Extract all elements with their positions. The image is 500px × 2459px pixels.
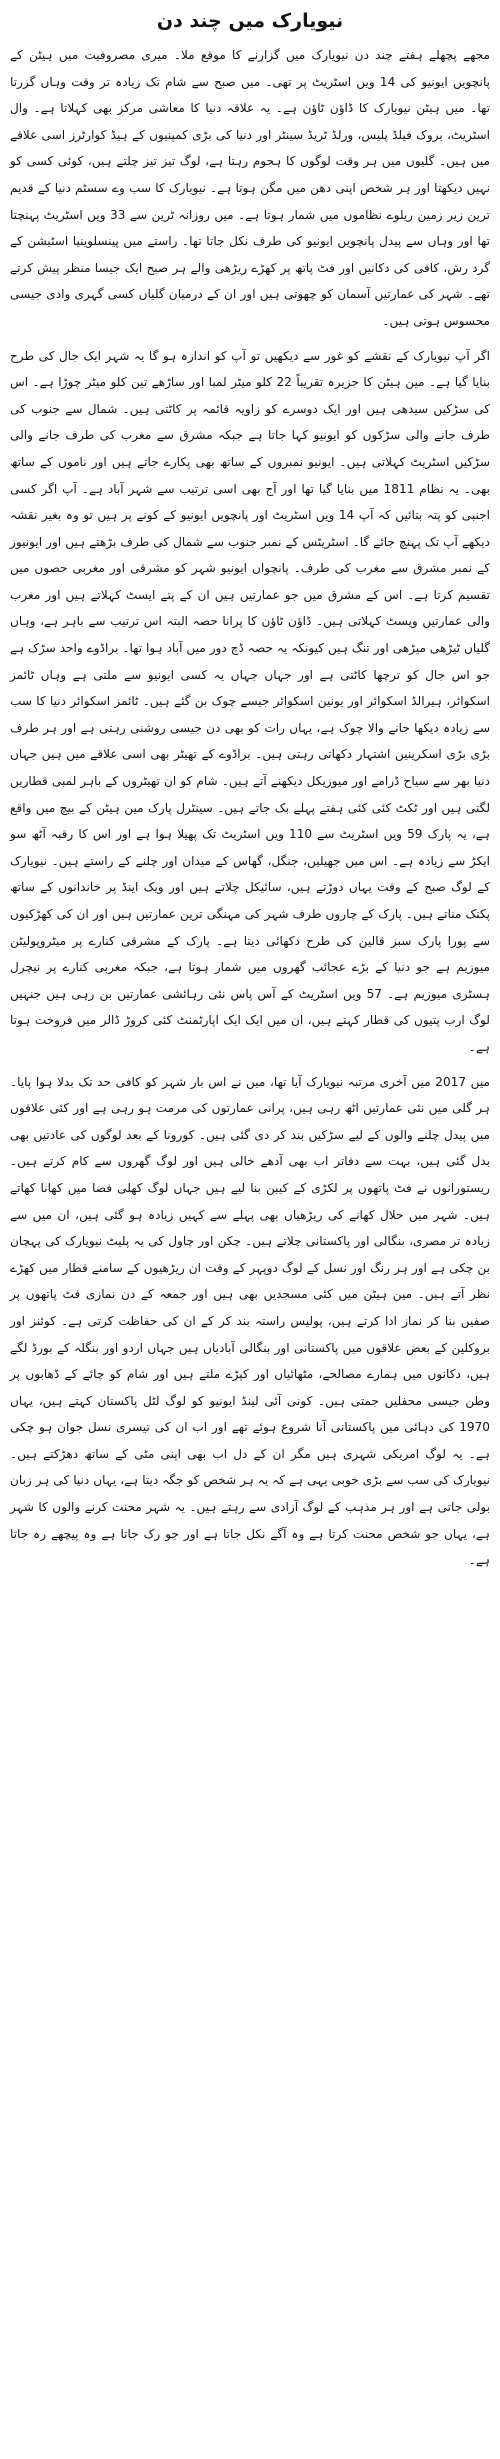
article-paragraph: میں 2017 میں آخری مرتبہ نیویارک آیا تھا، میں نے اس بار شہر کو کافی حد تک بدلا ہوا پایا۔ ہر گلی میں نئی عمارتیں اٹھ رہی ہیں، پرانی عمارتوں کی مرمت ہو رہی ہے اور کئی علاقوں میں پیدل چلنے والوں کے لیے سڑکیں بند کر دی گئی ہیں۔ کورونا کے بعد لوگوں کی عادتیں بھی بدل گئی ہیں، بہت سے دفاتر اب بھی آدھے خالی ہیں اور لوگ گھروں سے کام کرتے ہیں۔ ریستورانوں نے فٹ پاتھوں پر لکڑی کے کیبن بنا لیے ہیں جہاں لوگ کھلی فضا میں کھانا کھاتے ہیں۔ شہر میں حلال کھانے کی ریڑھیاں بھی پہلے سے کہیں زیادہ ہو گئی ہیں، ان میں سے زیادہ تر مصری، بنگالی اور پاکستانی چلاتے ہیں۔ چکن اور چاول کی یہ پلیٹ نیویارک کی پہچان بن چکی ہے اور ہر رنگ اور نسل کے لوگ دوپہر کے وقت ان ریڑھیوں کے سامنے قطار میں کھڑے نظر آتے ہیں۔ مین ہیٹن میں کئی مسجدیں بھی ہیں اور جمعہ کے دن نمازی فٹ پاتھوں پر صفیں بنا کر نماز ادا کرتے ہیں، پولیس راستہ بند کر کے ان کی حفاظت کرتی ہے۔ کوئنز اور بروکلین کے بعض علاقوں میں پاکستانی اور بنگالی آبادیاں ہیں جہاں اردو اور بنگلہ کے بورڈ لگے ہیں، دکانوں میں ہمارے مصالحے، مٹھائیاں اور کپڑے ملتے ہیں اور شام کو چائے کے ڈھابوں پر وطن جیسی محفلیں جمتی ہیں۔ کونی آئی لینڈ ایونیو کو لوگ لٹل پاکستان کہتے ہیں، یہاں 1970 کی دہائی میں پاکستانی آنا شروع ہوئے تھے اور اب ان کی تیسری نسل جوان ہو چکی ہے۔ یہ لوگ امریکی شہری ہیں مگر ان کے دل اب بھی اپنی مٹی کے ساتھ دھڑکتے ہیں۔ نیویارک کی سب سے بڑی خوبی یہی ہے کہ یہ ہر شخص کو جگہ دیتا ہے، یہاں دنیا کی ہر زبان بولی جاتی ہے اور ہر مذہب کے لوگ آزادی سے رہتے ہیں۔ یہ شہر محنت کرنے والوں کا شہر ہے، یہاں جو شخص محنت کرتا ہے وہ آگے نکل جاتا ہے اور جو رک جاتا ہے وہ پیچھے رہ جاتا ہے۔ (10, 1074, 490, 1568)
article-body (10, 42, 490, 1574)
article-headline: نیویارک میں چند دن (156, 10, 344, 32)
article-paragraph: مجھے پچھلے ہفتے چند دن نیویارک میں گزارنے کا موقع ملا۔ میری مصروفیت میں ہیٹن کے پانچویں ایونیو کی 14 ویں اسٹریٹ پر تھی۔ میں صبح سے شام تک زیادہ تر وقت وہاں گزرتا تھا۔ میں ہیٹن نیویارک کا ڈاؤن ٹاؤن ہے۔ یہ علاقہ دنیا کا معاشی مرکز بھی کہلاتا ہے۔ وال اسٹریٹ، بروک فیلڈ پلیس، ورلڈ ٹریڈ سینٹر اور دنیا کی بڑی کمپنیوں کے ہیڈ کوارٹرز اسی علاقے میں ہیں۔ گلیوں میں ہر وقت لوگوں کا ہجوم رہتا ہے، لوگ تیز تیز چلتے ہیں، کوئی کسی کو نہیں دیکھتا اور ہر شخص اپنی دھن میں مگن ہوتا ہے۔ نیویارک کا سب وے سسٹم دنیا کے قدیم ترین زیر زمین ریلوے نظاموں میں شمار ہوتا ہے۔ میں روزانہ ٹرین سے 33 ویں اسٹریٹ پہنچتا تھا اور وہاں سے پیدل پانچویں ایونیو کی طرف نکل جاتا تھا۔ راستے میں پینسلوینیا اسٹیشن کے گرد رش، کافی کی دکانیں اور فٹ پاتھ پر کھڑے ریڑھی والے ہر صبح ایک جیسا منظر پیش کرتے تھے۔ شہر کی عمارتیں آسمان کو چھوتی ہیں اور ان کے درمیان گلیاں کسی گہری وادی جیسی محسوس ہوتی ہیں۔ (10, 48, 490, 328)
article-paragraph: اگر آپ نیویارک کے نقشے کو غور سے دیکھیں تو آپ کو اندازہ ہو گا یہ شہر ایک جال کی طرح بنایا گیا ہے۔ مین ہیٹن کا جزیرہ تقریباً 22 کلو میٹر لمبا اور ساڑھے تین کلو میٹر چوڑا ہے۔ اس کی سڑکیں سیدھی ہیں اور ایک دوسرے کو زاویہ قائمہ پر کاٹتی ہیں۔ شمال سے جنوب کی طرف جانے والی سڑکوں کو ایونیو کہا جاتا ہے جبکہ مشرق سے مغرب کی طرف جانے والی سڑکیں اسٹریٹ کہلاتی ہیں۔ ایونیو نمبروں کے ساتھ بھی پکارے جاتے ہیں اور ناموں کے ساتھ بھی۔ یہ نظام 1811 میں بنایا گیا تھا اور آج بھی اسی ترتیب سے شہر آباد ہے۔ آپ اگر کسی اجنبی کو پتہ بتائیں کہ آپ 14 ویں اسٹریٹ اور پانچویں ایونیو کے کونے پر ہیں تو وہ بغیر نقشہ دیکھے آپ تک پہنچ جائے گا۔ اسٹریٹس کے نمبر جنوب سے شمال کی طرف بڑھتے ہیں اور ایونیوز کے نمبر مشرق سے مغرب کی طرف۔ پانچواں ایونیو شہر کو مشرقی اور مغربی حصوں میں تقسیم کرتا ہے۔ اس کے مشرق میں جو عمارتیں ہیں ان کے پتے ایسٹ کہلاتے ہیں اور مغرب والی عمارتیں ویسٹ کہلاتی ہیں۔ ڈاؤن ٹاؤن کا پرانا حصہ البتہ اس ترتیب سے باہر ہے، وہاں گلیاں ٹیڑھی میڑھی اور تنگ ہیں کیونکہ یہ حصہ ڈچ دور میں آباد ہوا تھا۔ براڈوے واحد سڑک ہے جو اس جال کو ترچھا کاٹتی ہے اور جہاں جہاں یہ کسی ایونیو سے ملتی ہے وہاں ٹائمز اسکوائر، ہیرالڈ اسکوائر اور یونین اسکوائر جیسے چوک بن گئے ہیں۔ ٹائمز اسکوائر دنیا کا سب سے زیادہ دیکھا جانے والا چوک ہے، یہاں رات کو بھی دن جیسی روشنی رہتی ہے اور ہر طرف بڑی بڑی اسکرینیں اشتہار دکھاتی رہتی ہیں۔ براڈوے کے تھیٹر بھی اسی علاقے میں ہیں جہاں دنیا بھر سے سیاح ڈرامے اور میوزیکل دیکھنے آتے ہیں۔ شام کو ان تھیٹروں کے باہر لمبی قطاریں لگتی ہیں اور ٹکٹ کئی کئی ہفتے پہلے بک جاتے ہیں۔ سینٹرل پارک مین ہیٹن کے بیچ میں واقع ہے، یہ پارک 59 ویں اسٹریٹ سے 110 ویں اسٹریٹ تک پھیلا ہوا ہے اور اس کا رقبہ آٹھ سو ایکڑ سے زیادہ ہے۔ اس میں جھیلیں، جنگل، گھاس کے میدان اور چلنے کے راستے ہیں۔ نیویارک کے لوگ صبح کے وقت یہاں دوڑتے ہیں، سائیکل چلاتے ہیں اور ویک اینڈ پر خاندانوں کے ساتھ پکنک مناتے ہیں۔ پارک کے چاروں طرف شہر کی مہنگی ترین عمارتیں ہیں اور ان کی کھڑکیوں سے پورا پارک سبز قالین کی طرح دکھائی دیتا ہے۔ پارک کے مشرقی کنارے پر میٹروپولیٹن میوزیم ہے جو دنیا کے بڑے عجائب گھروں میں شمار ہوتا ہے، جبکہ مغربی کنارے پر نیچرل ہسٹری میوزیم ہے۔ 57 ویں اسٹریٹ کے آس پاس نئی رہائشی عمارتیں بن رہی ہیں جنہیں لوگ ارب پتیوں کی قطار کہتے ہیں، ان میں ایک ایک اپارٹمنٹ کئی کروڑ ڈالر میں فروخت ہوتا ہے۔ (10, 348, 491, 1054)
